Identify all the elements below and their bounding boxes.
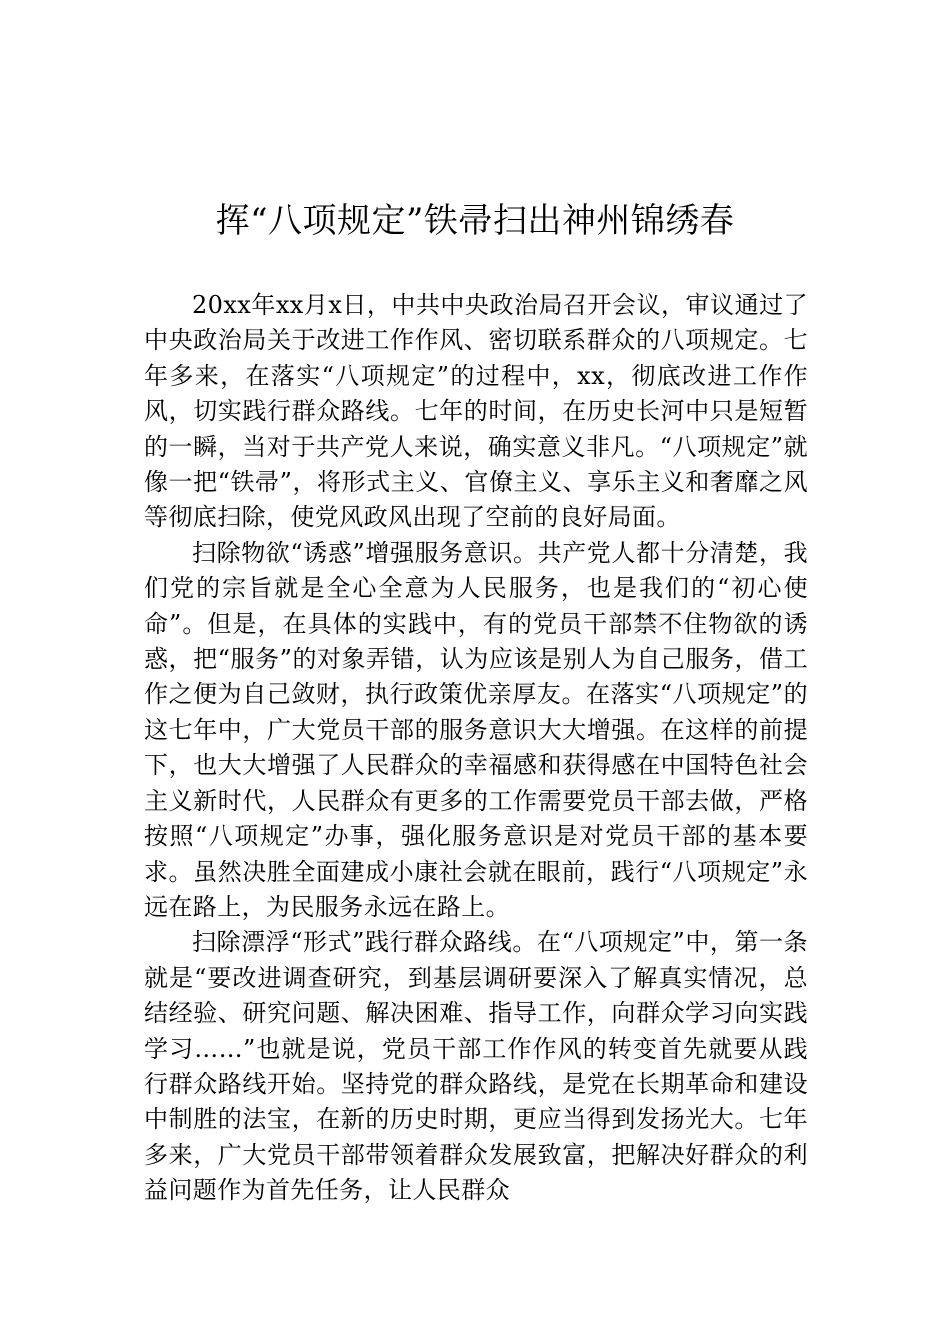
- document-body: [144, 288, 808, 1209]
- paragraph-intro: 20xx年xx月x日，中共中央政治局召开会议，审议通过了中央政治局关于改进工作作风、密切联系群众的八项规定。七年多来，在落实“八项规定”的过程中，xx，彻底改进工作作风，切实践行群众路线。七年的时间，在历史长河中只是短暂的一瞬，当对于共产党人来说，确实意义非凡。“八项规定”就像一把“铁帚”，将形式主义、官僚主义、享乐主义和奢靡之风等彻底扫除，使党风政风出现了空前的良好局面。: [144, 291, 808, 532]
- paragraph-mass-line: 扫除漂浮“形式”践行群众路线。在“八项规定”中，第一条就是“要改进调查研究，到基层调研要深入了解真实情况，总结经验、研究问题、解决困难、指导工作，向群众学习向实践学习……”也就是说，党员干部工作作风的转变首先就要从践行群众路线开始。坚持党的群众路线，是党在长期革命和建设中制胜的法宝，在新的历史时期，更应当得到发扬光大。七年多来，广大党员干部带领着群众发展致富，把解决好群众的利益问题作为首先任务，让人民群众: [144, 928, 808, 1205]
- paragraph-service-awareness: 扫除物欲“诱惑”增强服务意识。共产党人都十分清楚，我们党的宗旨就是全心全意为人民服务，也是我们的“初心使命”。但是，在具体的实践中，有的党员干部禁不住物欲的诱惑，把“服务”的对象弄错，认为应该是别人为自己服务，借工作之便为自己敛财，执行政策优亲厚友。在落实“八项规定”的这七年中，广大党员干部的服务意识大大增强。在这样的前提下，也大大增强了人民群众的幸福感和获得感在中国特色社会主义新时代，人民群众有更多的工作需要党员干部去做，严格按照“八项规定”办事，强化服务意识是对党员干部的基本要求。虽然决胜全面建成小康社会就在眼前，践行“八项规定”永远在路上，为民服务永远在路上。: [144, 538, 808, 921]
- document-title: 挥“八项规定”铁帚扫出神州锦绣春: [215, 201, 735, 241]
